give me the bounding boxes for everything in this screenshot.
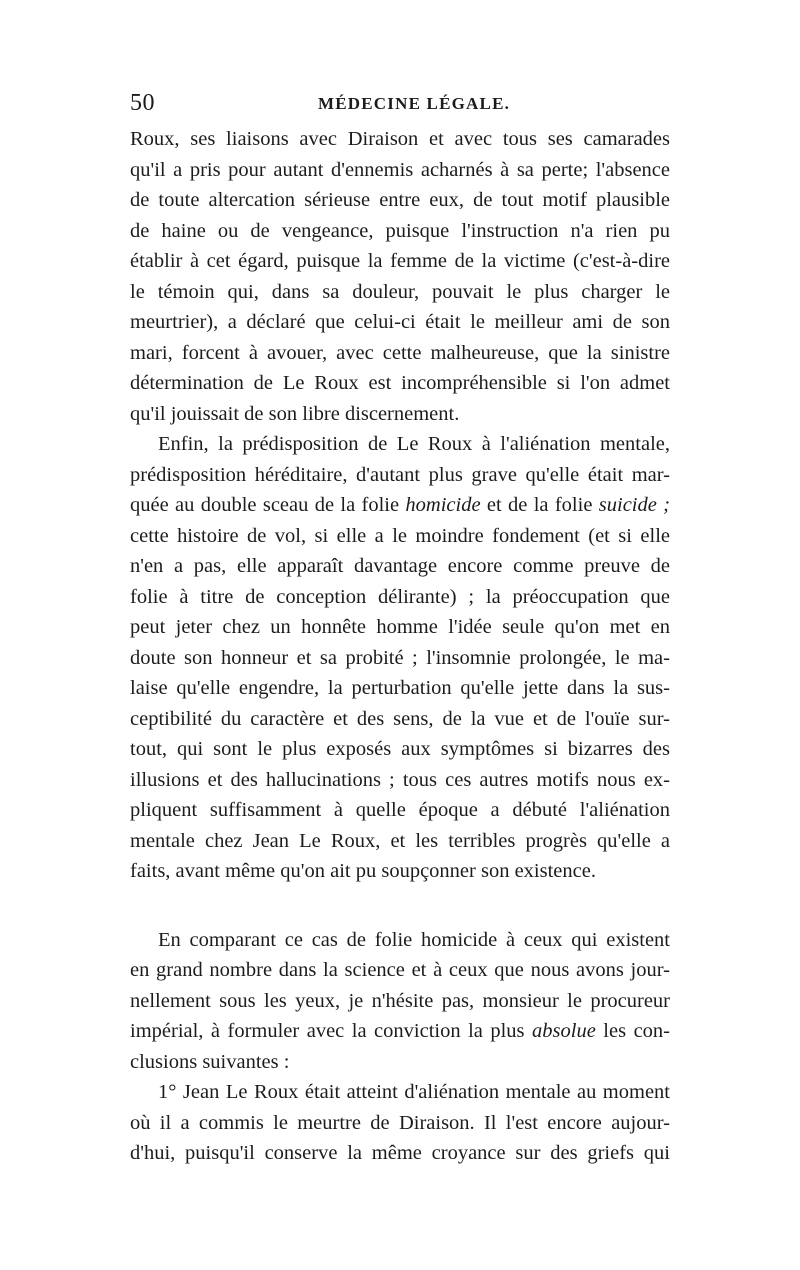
text-line: mentale chez Jean Le Roux, et les terribles progrès qu'elle a (130, 829, 670, 852)
text-line: En comparant ce cas de folie homicide à ceux qui existent (158, 928, 670, 951)
text-line: pliquent suffisamment à quelle époque a débuté l'aliénation (130, 799, 670, 821)
text-line: doute son honneur et sa probité ; l'insomnie prolongée, le ma- (130, 646, 670, 669)
text-line: folie à titre de conception délirante) ; la préoccupation que (130, 585, 670, 608)
text-line: de toute altercation sérieuse entre eux, de tout motif plausible (130, 189, 670, 211)
text-line: nellement sous les yeux, je n'hésite pas, monsieur le procureur (130, 989, 670, 1012)
italic-span: suicide ; (598, 494, 670, 516)
text-line: mari, forcent à avouer, avec cette malheureuse, que la sinistre (130, 341, 670, 364)
paragraph-gap (130, 887, 670, 925)
text-span: impérial, à formuler avec la conviction la plus (130, 1020, 533, 1042)
text-line: meurtrier), a déclaré que celui-ci était le meilleur ami de son (130, 311, 670, 333)
text-line: établir à cet égard, puisque la femme de la victime (c'est-à-dire (130, 250, 670, 272)
text-line: n'en a pas, elle apparaît davantage encore comme preuve de (130, 555, 670, 577)
text-line: tout, qui sont le plus exposés aux symptômes si bizarres des (130, 738, 670, 760)
text-line: laise qu'elle engendre, la perturbation qu'elle jette dans la sus- (130, 677, 670, 699)
text-line: d'hui, puisqu'il conserve la même croyance sur des griefs qui (130, 1142, 670, 1164)
text-span: et de la folie (480, 494, 599, 516)
text-line: où il a commis le meurtre de Diraison. Il l'est encore aujour- (130, 1111, 670, 1134)
text-span: les con- (595, 1020, 670, 1042)
body-text (130, 124, 670, 1169)
text-line: clusions suivantes : (130, 1050, 290, 1073)
italic-span: homicide (405, 494, 481, 516)
paragraph-2 (130, 429, 670, 887)
page-number: 50 (130, 90, 155, 116)
text-line (130, 1016, 670, 1047)
text-line: faits, avant même qu'on ait pu soupçonner son existence. (130, 860, 596, 882)
text-line: cette histoire de vol, si elle a le moindre fondement (et si elle (130, 524, 670, 547)
text-line: ceptibilité du caractère et des sens, de la vue et de l'ouïe sur- (130, 707, 670, 730)
running-title: MÉDECINE LÉGALE. (318, 94, 511, 113)
text-line: le témoin qui, dans sa douleur, pouvait le plus charger le (130, 280, 670, 303)
text-line: peut jeter chez un honnête homme l'idée seule qu'on met en (130, 616, 670, 638)
text-line: 1° Jean Le Roux était atteint d'aliénation mentale au moment (158, 1081, 670, 1103)
paragraph-3 (130, 925, 670, 1078)
paragraph-1 (130, 124, 670, 429)
paragraph-4 (130, 1077, 670, 1169)
italic-span: absolue (532, 1020, 596, 1042)
text-line: de haine ou de vengeance, puisque l'instruction n'a rien pu (130, 219, 670, 242)
text-line: en grand nombre dans la science et à ceux que nous avons jour- (130, 959, 670, 981)
text-line: prédisposition héréditaire, d'autant plus grave qu'elle était mar- (130, 463, 670, 486)
page-header (130, 90, 670, 120)
text-line (130, 490, 670, 521)
text-line: qu'il jouissait de son libre discernement. (130, 402, 460, 425)
text-line: illusions et des hallucinations ; tous ces autres motifs nous ex- (130, 768, 670, 791)
text-line: Enfin, la prédisposition de Le Roux à l'aliénation mentale, (158, 433, 670, 455)
text-line: qu'il a pris pour autant d'ennemis acharnés à sa perte; l'absence (130, 158, 670, 181)
text-span: quée au double sceau de la folie (130, 494, 406, 516)
text-line: Roux, ses liaisons avec Diraison et avec tous ses camarades (130, 128, 670, 150)
text-line: détermination de Le Roux est incompréhensible si l'on admet (130, 372, 670, 394)
